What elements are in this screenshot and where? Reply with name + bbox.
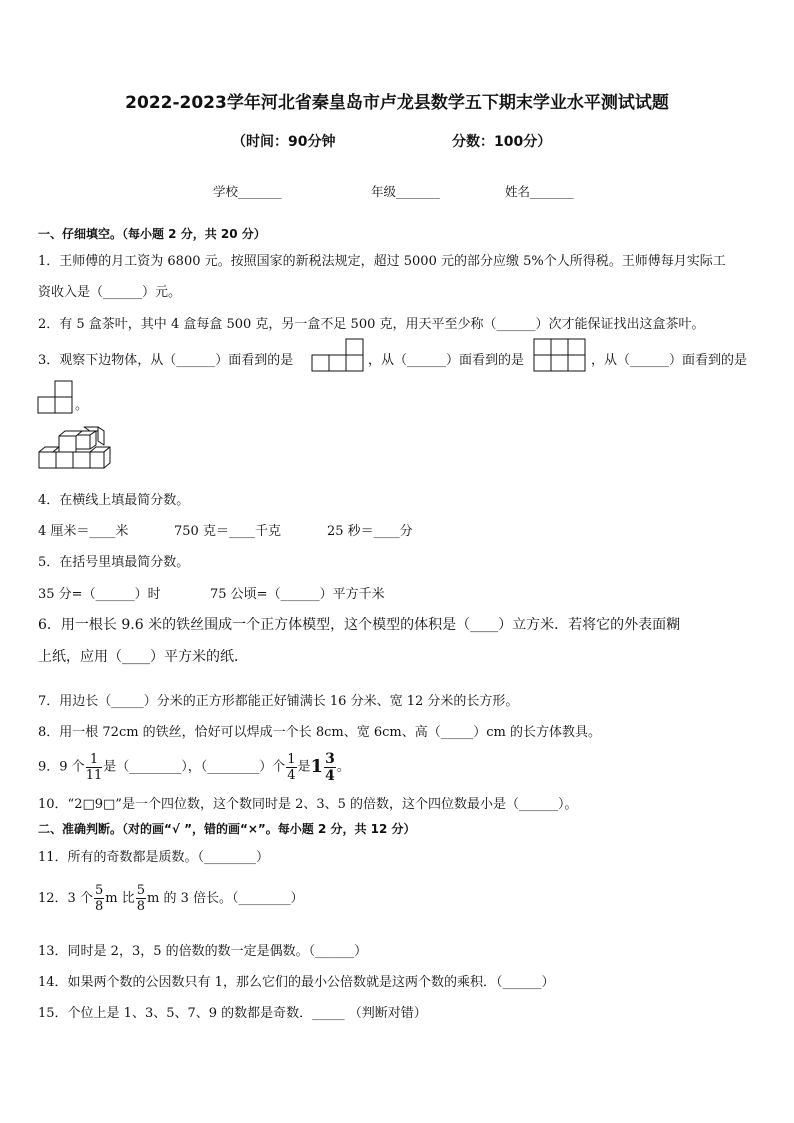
fraction-1-4	[286, 753, 296, 782]
view-figure-1	[311, 338, 366, 372]
fraction-5-8-second	[136, 884, 146, 913]
view-figure-3	[37, 380, 75, 414]
question-2: 2．有 5 盒茶叶，其中 4 盒每盒 500 克，另一盒不足 500 克，用天平至少称（______）次才能保证找出这盒茶叶。	[38, 317, 705, 332]
question-5-item-a: 35 分=（______）时	[38, 587, 161, 602]
denominator: 4	[287, 767, 296, 783]
numerator: 5	[94, 883, 104, 898]
fraction-1-11	[86, 753, 103, 782]
section-2-heading: 二、准确判断。（对的画“√ ”，错的画“×”。每小题 2 分，共 12 分）	[38, 822, 416, 836]
page-title: 2022-2023学年河北省秦皇岛市卢龙县数学五下期末学业水平测试试题	[125, 93, 669, 113]
question-4-item-c: 25 秒＝____分	[327, 524, 413, 539]
question-9-part-a: 9．9 个	[38, 759, 85, 775]
cube-stack-figure	[36, 425, 118, 473]
question-4: 4．在横线上填最简分数。	[38, 493, 190, 508]
question-4-item-b: 750 克＝____千克	[174, 524, 281, 539]
question-11: 11．所有的奇数都是质数。（________）	[38, 850, 270, 865]
question-1-line-2: 资收入是（______）元。	[38, 285, 182, 300]
denominator: 11	[85, 767, 103, 783]
fraction-3-4	[324, 752, 336, 783]
question-13: 13．同时是 2，3，5 的倍数的数一定是偶数。（______）	[38, 944, 368, 959]
name-field: 姓名_______	[505, 184, 574, 199]
question-14: 14．如果两个数的公因数只有 1，那么它们的最小公倍数就是这两个数的乘积．（______）	[38, 975, 555, 990]
section-1-heading: 一、仔细填空。（每小题 2 分，共 20 分）	[38, 227, 266, 241]
question-3-part-a: 3．观察下边物体，从（______）面看到的是	[38, 353, 294, 368]
question-9	[38, 747, 350, 788]
question-15: 15．个位上是 1、3、5、7、9 的数都是奇数．_____ （判断对错）	[38, 1006, 427, 1021]
question-6-line-1: 6．用一根长 9.6 米的铁丝围成一个正方体模型，这个模型的体积是（____）立方米．若将它的外表面糊	[38, 617, 681, 633]
question-6-line-2: 上纸，应用（____）平方米的纸．	[38, 649, 248, 665]
view-figure-2	[533, 338, 589, 372]
grade-field: 年级_______	[371, 184, 440, 199]
denominator: 8	[136, 899, 145, 914]
exam-score: 分数：100分）	[452, 134, 552, 150]
mixed-number-integer: 1	[310, 756, 324, 777]
school-field: 学校_______	[213, 184, 282, 199]
question-1-line-1: 1．王师傅的月工资为 6800 元。按照国家的新税法规定，超过 5000 元的部分应缴 5%个人所得税。王师傅每月实际工	[38, 254, 726, 269]
numerator: 1	[86, 753, 103, 768]
question-9-part-b: 是（________），（________）个	[103, 759, 286, 775]
denominator: 8	[94, 899, 104, 914]
question-3-part-b: ，从（______）面看到的是	[368, 353, 525, 368]
question-12-part-a: 12．3 个	[38, 891, 93, 906]
question-5-item-b: 75 公顷=（______）平方千米	[210, 587, 385, 602]
fraction-5-8-first	[94, 884, 104, 913]
exam-time: （时间：90分钟	[232, 134, 336, 150]
question-3-part-c: ，从（______）面看到的是	[591, 353, 748, 368]
question-12-part-c: m 的 3 倍长。（________）	[146, 891, 304, 906]
numerator: 1	[287, 751, 296, 767]
question-3-end: 。	[75, 398, 89, 413]
question-10: 10．“2□9□”是一个四位数，这个数同时是 2、3、5 的倍数，这个四位数最小是（______）。	[38, 797, 578, 812]
question-8: 8．用一根 72cm 的铁丝，恰好可以焊成一个长 8cm、宽 6cm、高（_____）cm 的长方体教具。	[38, 725, 601, 740]
question-9-end: 。	[336, 759, 350, 775]
denominator: 4	[325, 767, 335, 784]
question-12	[38, 879, 303, 919]
numerator: 5	[136, 883, 145, 898]
question-7: 7．用边长（_____）分米的正方形都能正好铺满长 16 分米、宽 12 分米的长方形。	[38, 694, 519, 709]
question-4-item-a: 4 厘米＝____米	[38, 524, 129, 539]
question-12-part-b: m 比	[105, 891, 135, 906]
question-9-part-c: 是	[297, 759, 311, 775]
numerator: 3	[325, 750, 335, 767]
question-5: 5．在括号里填最简分数。	[38, 555, 190, 570]
